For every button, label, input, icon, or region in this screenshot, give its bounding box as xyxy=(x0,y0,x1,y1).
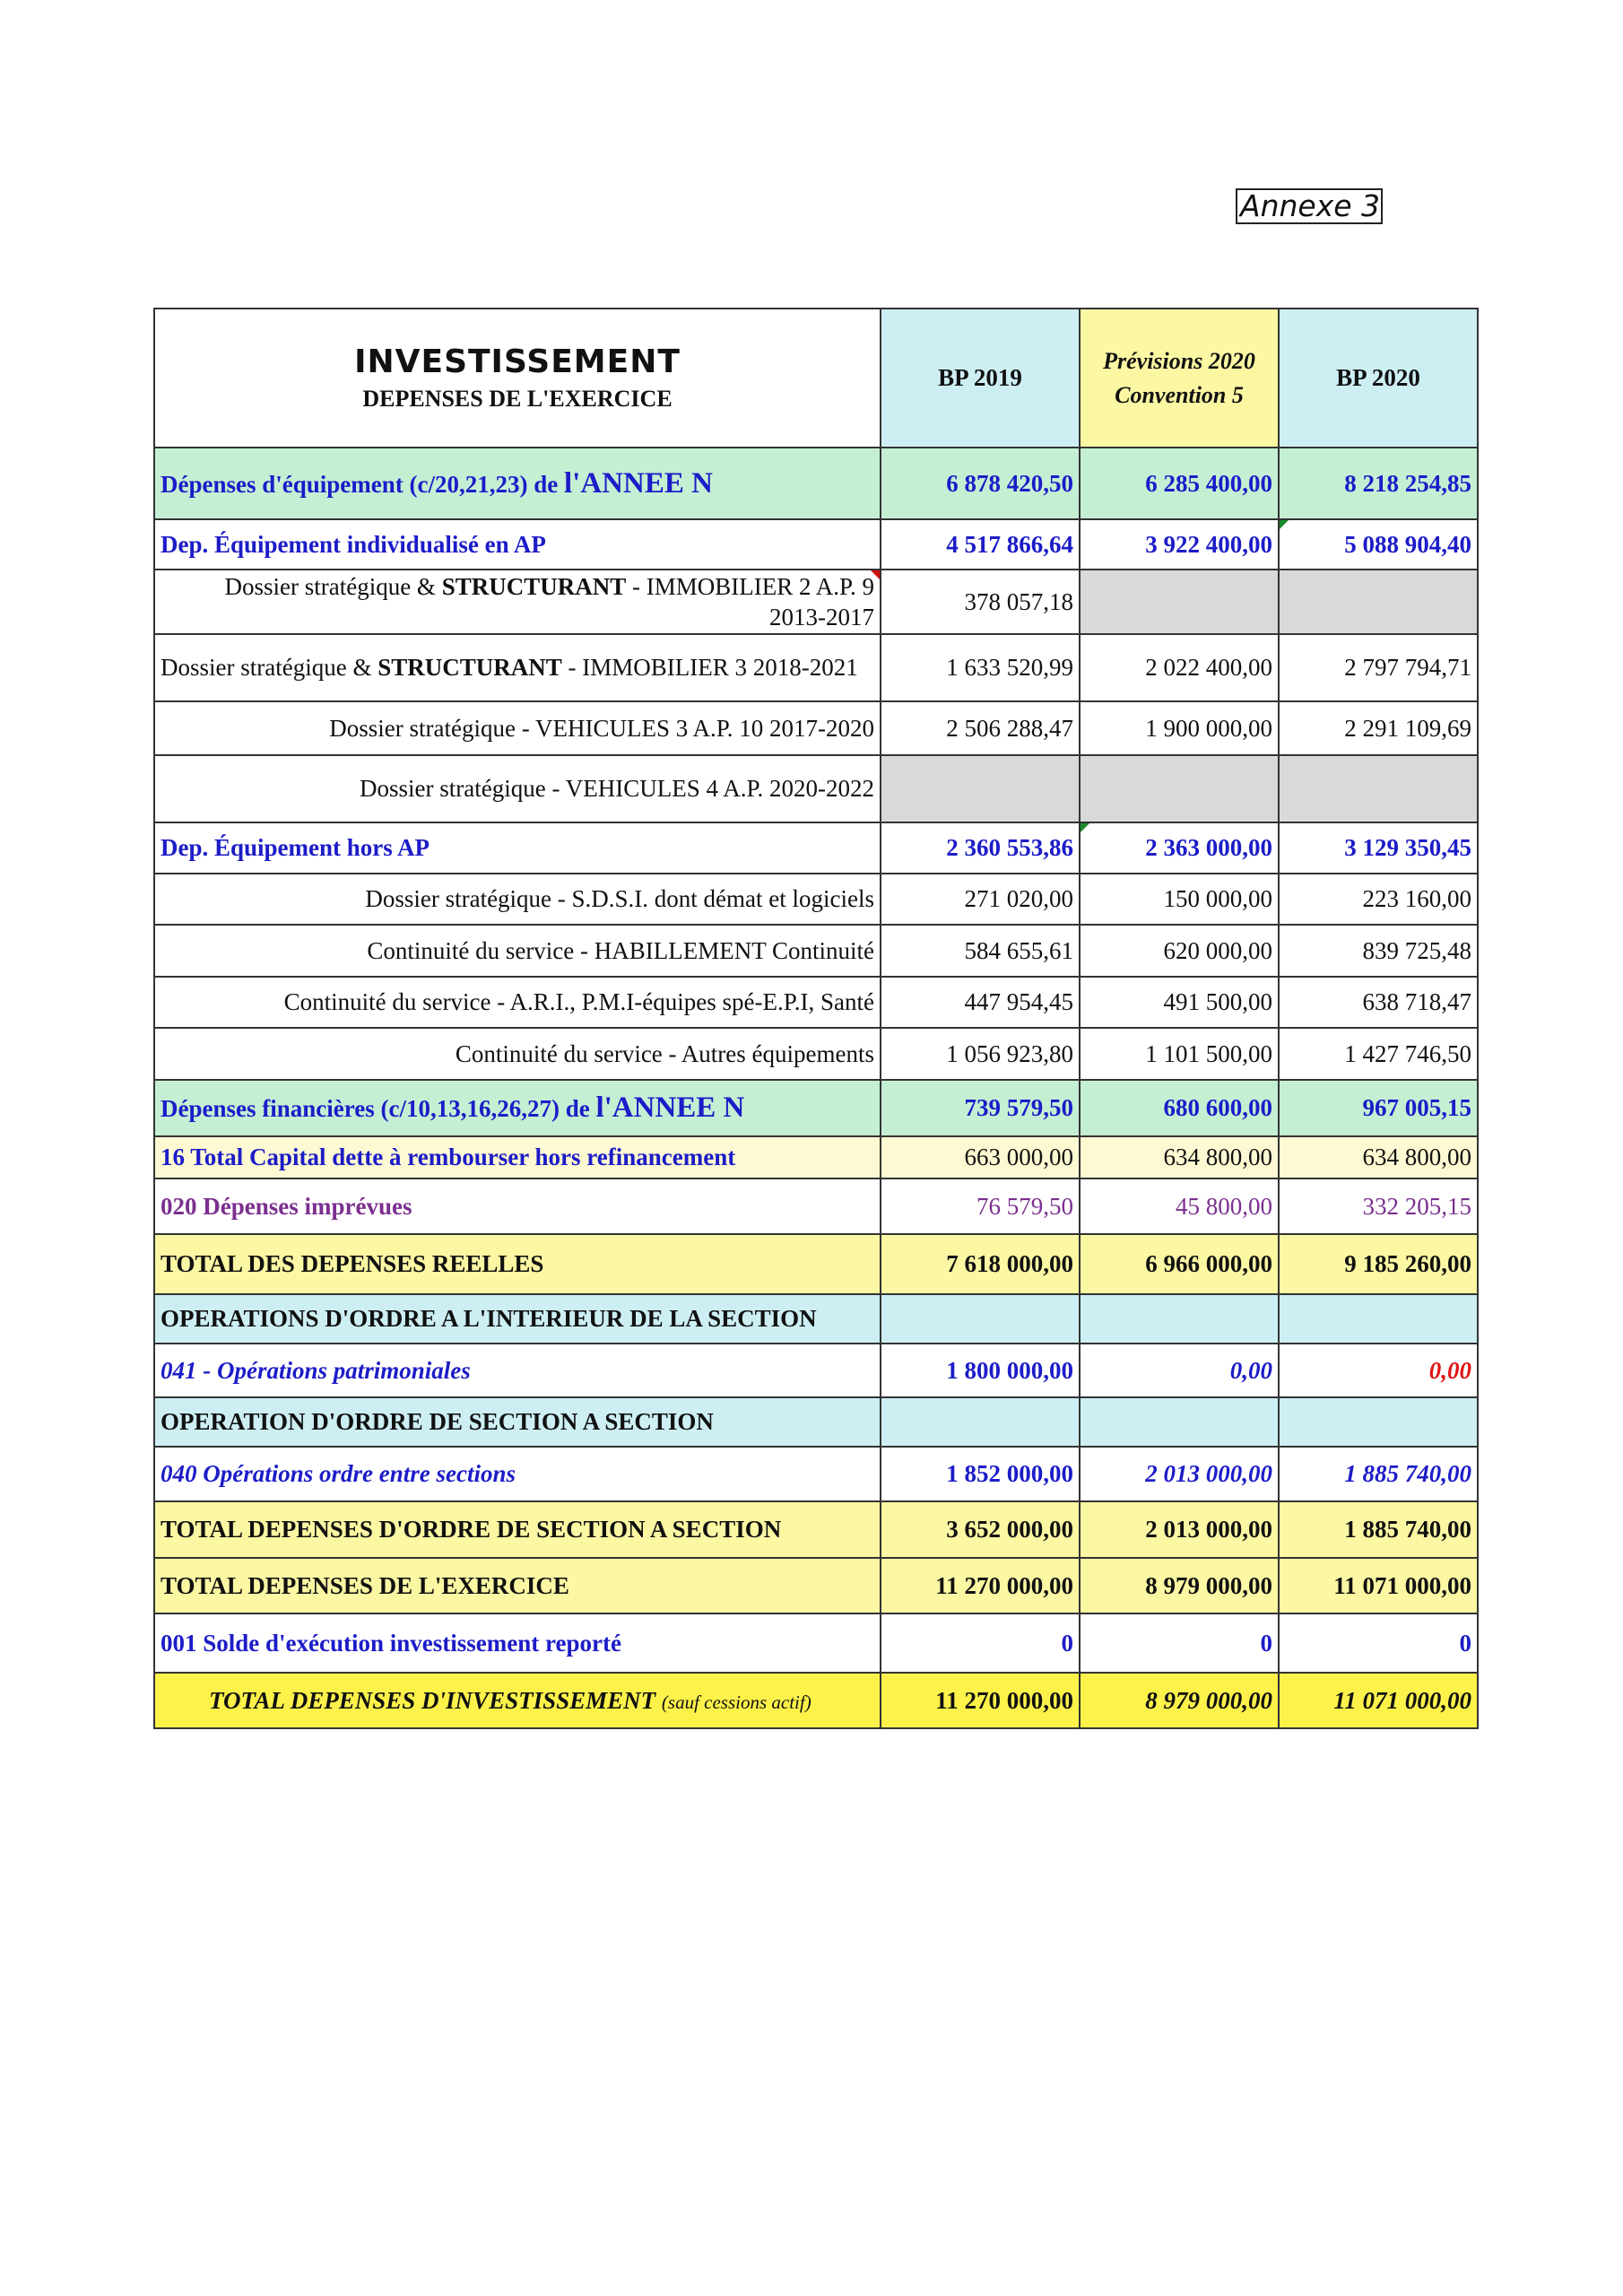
row-label-part: - IMMOBILIER 3 2018-2021 xyxy=(561,654,858,681)
cell-bp2020: 3 129 350,45 xyxy=(1279,822,1478,874)
cell-bp2019: 663 000,00 xyxy=(881,1136,1080,1178)
row-label-bold: STRUCTURANT xyxy=(378,654,562,681)
cell-bp2020: 223 160,00 xyxy=(1279,874,1478,925)
cell-previsions: 620 000,00 xyxy=(1080,925,1279,977)
cell-bp2019: 447 954,45 xyxy=(881,977,1080,1028)
row-label: OPERATIONS D'ORDRE A L'INTERIEUR DE LA SECTION xyxy=(154,1294,881,1344)
cell-previsions: 45 800,00 xyxy=(1080,1178,1279,1234)
cell-bp2020 xyxy=(1279,1294,1478,1344)
cell-bp2019: 4 517 866,64 xyxy=(881,519,1080,570)
row-label: 020 Dépenses imprévues xyxy=(154,1178,881,1234)
row-label xyxy=(154,448,881,519)
row-label-bold: STRUCTURANT xyxy=(441,573,627,600)
cell-previsions: 2 013 000,00 xyxy=(1080,1501,1279,1558)
table-row-total-exercice xyxy=(154,1558,1478,1613)
cell-bp2020 xyxy=(1279,519,1478,570)
row-label: Dossier stratégique - VEHICULES 3 A.P. 10 2017-2020 xyxy=(154,701,881,755)
cell-bp2020: 8 218 254,85 xyxy=(1279,448,1478,519)
cell-bp2019 xyxy=(881,1397,1080,1447)
cell-bp2019: 378 057,18 xyxy=(881,570,1080,634)
cell-bp2019: 1 056 923,80 xyxy=(881,1028,1080,1080)
table-row-vehicules-3 xyxy=(154,701,1478,755)
row-label: TOTAL DEPENSES DE L'EXERCICE xyxy=(154,1558,881,1613)
cell-bp2019 xyxy=(881,1294,1080,1344)
table-subtitle: DEPENSES DE L'EXERCICE xyxy=(362,386,673,412)
cell-bp2019: 11 270 000,00 xyxy=(881,1558,1080,1613)
col-header-bp2020: BP 2020 xyxy=(1279,309,1478,448)
cell-previsions: 6 285 400,00 xyxy=(1080,448,1279,519)
cell-bp2019: 2 506 288,47 xyxy=(881,701,1080,755)
cell-previsions: 6 966 000,00 xyxy=(1080,1234,1279,1294)
cell-bp2019: 0 xyxy=(881,1613,1080,1673)
row-label: Dep. Équipement hors AP xyxy=(154,822,881,874)
table-row-autres xyxy=(154,1028,1478,1080)
cell-previsions: 3 922 400,00 xyxy=(1080,519,1279,570)
cell-previsions xyxy=(1080,755,1279,822)
table-title-cell xyxy=(154,309,881,448)
row-label-line2: 2013-2017 xyxy=(769,604,874,631)
row-label: 001 Solde d'exécution investissement reporté xyxy=(154,1613,881,1673)
cell-previsions: 8 979 000,00 xyxy=(1080,1673,1279,1728)
table-row-op040 xyxy=(154,1447,1478,1501)
table-header-row xyxy=(154,309,1478,448)
investment-table xyxy=(153,308,1479,1729)
row-label-part: Dossier stratégique & xyxy=(224,573,442,600)
cell-previsions: 8 979 000,00 xyxy=(1080,1558,1279,1613)
row-label: TOTAL DES DEPENSES REELLES xyxy=(154,1234,881,1294)
table-row-op041 xyxy=(154,1344,1478,1397)
cell-previsions: 2 013 000,00 xyxy=(1080,1447,1279,1501)
comment-marker xyxy=(871,570,880,579)
table-row-total-reelles xyxy=(154,1234,1478,1294)
cell-bp2020: 2 797 794,71 xyxy=(1279,634,1478,701)
row-label: Dep. Équipement individualisé en AP xyxy=(154,519,881,570)
cell-previsions: 150 000,00 xyxy=(1080,874,1279,925)
cell-previsions: 2 022 400,00 xyxy=(1080,634,1279,701)
cell-previsions xyxy=(1080,822,1279,874)
cell-previsions xyxy=(1080,1294,1279,1344)
annex-label: Annexe 3 xyxy=(1236,188,1383,224)
cell-bp2020: 967 005,15 xyxy=(1279,1080,1478,1136)
cell-bp2020: 1 885 740,00 xyxy=(1279,1501,1478,1558)
table-row-hors-ap xyxy=(154,822,1478,874)
row-label-part: Dépenses financières (c/10,13,16,26,27) de xyxy=(161,1095,596,1122)
cell-bp2019: 3 652 000,00 xyxy=(881,1501,1080,1558)
cell-bp2020: 0 xyxy=(1279,1613,1478,1673)
row-label-note: (sauf cessions actif) xyxy=(661,1691,812,1713)
cell-bp2019: 2 360 553,86 xyxy=(881,822,1080,874)
cell-bp2019: 7 618 000,00 xyxy=(881,1234,1080,1294)
table-row-dep-ap xyxy=(154,519,1478,570)
cell-bp2020: 11 071 000,00 xyxy=(1279,1673,1478,1728)
row-label xyxy=(154,634,881,701)
cell-bp2019: 11 270 000,00 xyxy=(881,1673,1080,1728)
cell-previsions: 0 xyxy=(1080,1613,1279,1673)
table-row-immobilier-3 xyxy=(154,634,1478,701)
cell-bp2020: 1 885 740,00 xyxy=(1279,1447,1478,1501)
cell-bp2020: 638 718,47 xyxy=(1279,977,1478,1028)
cell-previsions xyxy=(1080,570,1279,634)
table-row-ari xyxy=(154,977,1478,1028)
table-row-ordre-section xyxy=(154,1397,1478,1447)
table-row-total-investissement xyxy=(154,1673,1478,1728)
cell-bp2020: 1 427 746,50 xyxy=(1279,1028,1478,1080)
comment-marker xyxy=(1081,823,1089,832)
cell-bp2020: 11 071 000,00 xyxy=(1279,1558,1478,1613)
cell-bp2019: 6 878 420,50 xyxy=(881,448,1080,519)
cell-bp2020: 2 291 109,69 xyxy=(1279,701,1478,755)
col-header-previsions-line1: Prévisions 2020 xyxy=(1103,347,1255,374)
cell-bp2019: 1 800 000,00 xyxy=(881,1344,1080,1397)
col-header-previsions xyxy=(1080,309,1279,448)
cell-bp2020: 332 205,15 xyxy=(1279,1178,1478,1234)
cell-value: 5 088 904,40 xyxy=(1344,530,1471,558)
cell-bp2019: 584 655,61 xyxy=(881,925,1080,977)
row-label: TOTAL DEPENSES D'ORDRE DE SECTION A SECTION xyxy=(154,1501,881,1558)
row-label-part: Dossier stratégique & xyxy=(161,654,378,681)
row-label-annee: l'ANNEE N xyxy=(595,1091,745,1124)
cell-bp2019: 76 579,50 xyxy=(881,1178,1080,1234)
table-row-capital xyxy=(154,1136,1478,1178)
cell-bp2020: 839 725,48 xyxy=(1279,925,1478,977)
cell-bp2019: 271 020,00 xyxy=(881,874,1080,925)
table-row-habillement xyxy=(154,925,1478,977)
row-label: Continuité du service - Autres équipements xyxy=(154,1028,881,1080)
row-label-part: - IMMOBILIER 2 A.P. 9 xyxy=(626,573,874,600)
cell-bp2019 xyxy=(881,755,1080,822)
cell-bp2019: 1 852 000,00 xyxy=(881,1447,1080,1501)
cell-bp2020 xyxy=(1279,570,1478,634)
row-label: Dossier stratégique - VEHICULES 4 A.P. 2020-2022 xyxy=(154,755,881,822)
cell-bp2019: 739 579,50 xyxy=(881,1080,1080,1136)
table-row-financieres xyxy=(154,1080,1478,1136)
row-label: 041 - Opérations patrimoniales xyxy=(154,1344,881,1397)
cell-previsions: 1 900 000,00 xyxy=(1080,701,1279,755)
col-header-previsions-line2: Convention 5 xyxy=(1115,381,1244,408)
col-header-bp2019: BP 2019 xyxy=(881,309,1080,448)
table-row-ordre-interieur xyxy=(154,1294,1478,1344)
cell-previsions: 491 500,00 xyxy=(1080,977,1279,1028)
row-label-main: TOTAL DEPENSES D'INVESTISSEMENT xyxy=(209,1686,656,1714)
table-row-equipement xyxy=(154,448,1478,519)
table-row-imprevues xyxy=(154,1178,1478,1234)
row-label xyxy=(154,1673,881,1728)
row-label: 040 Opérations ordre entre sections xyxy=(154,1447,881,1501)
row-label xyxy=(154,570,881,634)
cell-bp2020: 0,00 xyxy=(1279,1344,1478,1397)
cell-previsions: 634 800,00 xyxy=(1080,1136,1279,1178)
table-row-immobilier-2 xyxy=(154,570,1478,634)
table-row-sdsi xyxy=(154,874,1478,925)
row-label xyxy=(154,1080,881,1136)
cell-previsions: 1 101 500,00 xyxy=(1080,1028,1279,1080)
cell-value: 2 363 000,00 xyxy=(1145,834,1272,861)
cell-previsions xyxy=(1080,1397,1279,1447)
row-label-annee: l'ANNEE N xyxy=(563,466,713,500)
cell-previsions: 680 600,00 xyxy=(1080,1080,1279,1136)
row-label-part: Dépenses d'équipement (c/20,21,23) de xyxy=(161,470,564,498)
cell-bp2019: 1 633 520,99 xyxy=(881,634,1080,701)
cell-bp2020 xyxy=(1279,755,1478,822)
row-label-line1 xyxy=(161,571,874,602)
cell-bp2020: 634 800,00 xyxy=(1279,1136,1478,1178)
row-label: Continuité du service - A.R.I., P.M.I-équipes spé-E.P.I, Santé xyxy=(154,977,881,1028)
row-label: OPERATION D'ORDRE DE SECTION A SECTION xyxy=(154,1397,881,1447)
cell-bp2020 xyxy=(1279,1397,1478,1447)
comment-marker xyxy=(1280,520,1289,529)
table-row-solde xyxy=(154,1613,1478,1673)
table-row-vehicules-4 xyxy=(154,755,1478,822)
cell-previsions: 0,00 xyxy=(1080,1344,1279,1397)
row-label: 16 Total Capital dette à rembourser hors refinancement xyxy=(154,1136,881,1178)
table-row-total-ordre xyxy=(154,1501,1478,1558)
table-title: INVESTISSEMENT xyxy=(354,344,681,380)
row-label: Continuité du service - HABILLEMENT Continuité xyxy=(154,925,881,977)
cell-bp2020: 9 185 260,00 xyxy=(1279,1234,1478,1294)
row-label: Dossier stratégique - S.D.S.I. dont démat et logiciels xyxy=(154,874,881,925)
